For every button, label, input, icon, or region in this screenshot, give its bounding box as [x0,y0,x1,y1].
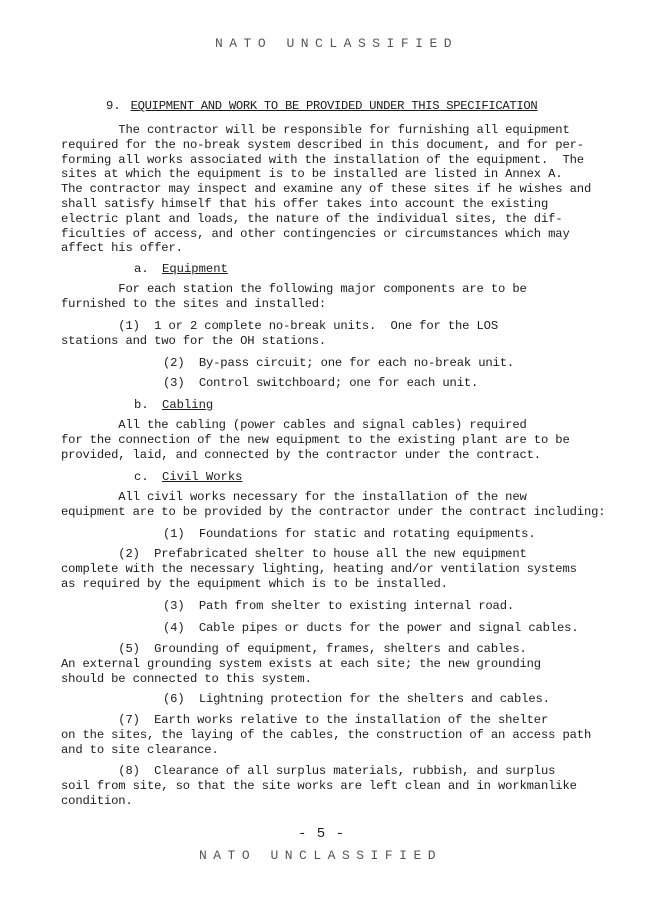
equipment-item-3: (3) Control switchboard; one for each unit. [163,376,479,390]
equipment-item-2: (2) By-pass circuit; one for each no-break unit. [163,356,515,370]
subsection-name: Equipment [162,262,228,276]
civil-works-item-3: (3) Path from shelter to existing internal road. [163,599,515,613]
classification-header: NATO UNCLASSIFIED [214,36,459,51]
civil-works-item-8: (8) Clearance of all surplus materials, rubbish, and surplus soil from site, so that the site works are left clean and in workmanlike condition. [61,764,577,808]
subsection-name: Cabling [162,398,214,412]
civil-works-item-6: (6) Lightning protection for the shelters and cables. [163,692,550,706]
section-number: 9. [106,99,121,113]
cabling-paragraph: All the cabling (power cables and signal cables) required for the connection of the new equipment to the existing plant are to be provided, laid, and connected by the contractor under the contract. [61,418,570,462]
subsection-letter: b. [134,398,149,412]
subsection-cabling-heading [134,398,213,412]
civil-works-intro-paragraph: All civil works necessary for the installation of the new equipment are to be provided by the contractor under the contract including: [61,490,606,519]
section-title: EQUIPMENT AND WORK TO BE PROVIDED UNDER THIS SPECIFICATION [130,99,538,113]
equipment-item-1: (1) 1 or 2 complete no-break units. One for the LOS stations and two for the OH stations. [61,319,498,348]
civil-works-item-5: (5) Grounding of equipment, frames, shelters and cables. An external grounding system exists at each site; the new grounding should be connected to this system. [61,642,541,686]
civil-works-item-2: (2) Prefabricated shelter to house all the new equipment complete with the necessary lighting, heating and/or ventilation systems as required by the equipment which is to be installed. [61,547,577,591]
page-number: - 5 - [298,826,346,842]
classification-footer: NATO UNCLASSIFIED [198,848,443,863]
equipment-intro-paragraph: For each station the following major components are to be furnished to the sites and installed: [61,282,527,311]
subsection-name: Civil Works [162,470,243,484]
subsection-letter: c. [134,470,149,484]
section-heading [106,99,537,113]
subsection-letter: a. [134,262,149,276]
civil-works-item-4: (4) Cable pipes or ducts for the power and signal cables. [163,621,579,635]
civil-works-item-1: (1) Foundations for static and rotating equipments. [163,527,536,541]
civil-works-item-7: (7) Earth works relative to the installation of the shelter on the sites, the laying of the cables, the construction of an access path and to site clearance. [61,713,592,757]
section-intro-paragraph: The contractor will be responsible for furnishing all equipment required for the no-break system described in this document, and for per- forming all works associated with the installation of the equipment. The sites at which the equipment is to be installed are listed in Annex A. The contractor may inspect and examine any of these sites if he wishes and shall satisfy himself that his offer takes into account the existing electric plant and loads, the nature of the individual sites, the dif- ficulties of access, and other contingencies or circumstances which may affect his offer. [61,123,592,256]
subsection-civil-works-heading [134,470,242,484]
subsection-equipment-heading [134,262,228,276]
